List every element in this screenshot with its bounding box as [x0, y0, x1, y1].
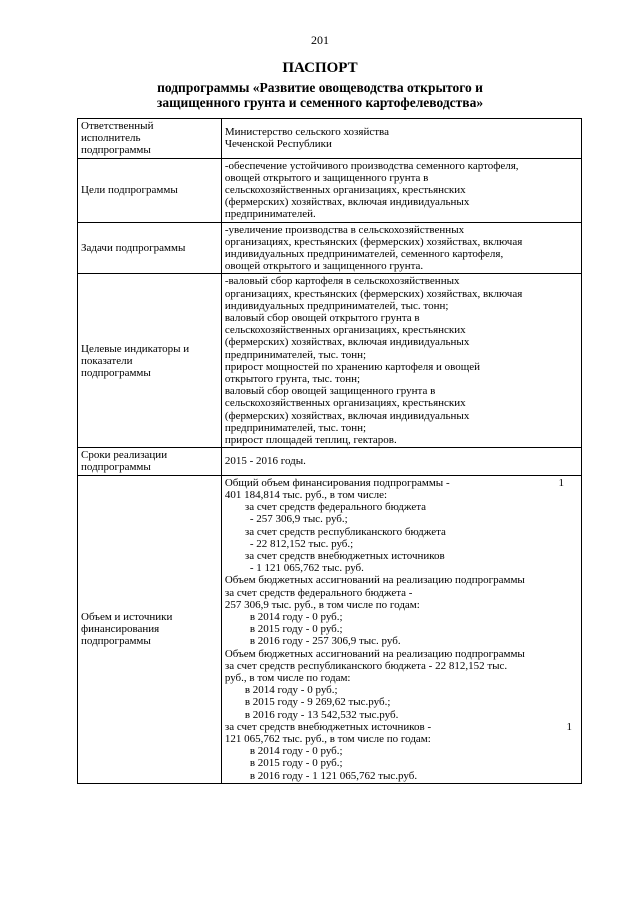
- label-line: подпрограммы: [81, 144, 151, 157]
- value-line: в 2016 году - 13 542,532 тыс.руб.: [244, 708, 399, 721]
- value-line: (фермерских) хозяйствах, включая индивидуальных: [224, 409, 470, 422]
- value-line: - 257 306,9 тыс. руб.;: [249, 513, 348, 526]
- label-line: показатели: [81, 354, 133, 367]
- row-label: [78, 448, 222, 475]
- value-line: в 2015 году - 0 руб.;: [249, 623, 343, 636]
- value-line: 121 065,762 тыс. руб., в том числе по годам:: [224, 732, 431, 745]
- passport-table: [77, 118, 582, 784]
- value-line: в 2016 году - 257 306,9 тыс. руб.: [249, 635, 401, 648]
- label-line: подпрограммы: [81, 366, 151, 379]
- value-line: овощей открытого и защищенного грунта.: [224, 260, 424, 273]
- row-value: [221, 274, 581, 448]
- row-label: [78, 274, 222, 448]
- label-line: исполнитель: [81, 132, 141, 145]
- value-line: за счет средств республиканского бюджета - 22 812,152 тыс.: [224, 659, 508, 672]
- row-label: [78, 222, 222, 274]
- value-line: индивидуальных предпринимателей, тыс. тонн;: [224, 299, 449, 312]
- table-row-goals: [78, 158, 582, 222]
- document-subtitle: [110, 80, 530, 110]
- value-line: предпринимателей, тыс. тонн;: [224, 421, 367, 434]
- label-line: финансирования: [81, 623, 160, 636]
- label-line: подпрограммы: [81, 635, 151, 648]
- subtitle-line: защищенного грунта и семенного картофелеводства»: [156, 95, 484, 110]
- page-number: 201: [311, 33, 329, 47]
- label-line: подпрограммы: [81, 461, 151, 474]
- value-line: организациях, крестьянских (фермерских) хозяйствах, включая: [224, 235, 523, 248]
- value-line: в 2015 году - 0 руб.;: [249, 757, 343, 770]
- value-line: 2015 - 2016 годы.: [224, 455, 306, 468]
- value-line: за счет средств внебюджетных источников: [244, 549, 445, 562]
- table-row-indicators: [78, 274, 582, 448]
- value-line: предпринимателей, тыс. тонн;: [224, 348, 367, 361]
- row-label: [78, 158, 222, 222]
- label-line: Цели подпрограммы: [81, 184, 178, 197]
- row-label: [78, 119, 222, 159]
- row-value: [221, 222, 581, 274]
- value-line: Чеченской Республики: [224, 138, 332, 151]
- value-line: овощей открытого и защищенного грунта в: [224, 171, 429, 184]
- value-line: в 2015 году - 9 269,62 тыс.руб.;: [244, 696, 391, 709]
- label-line: Объем и источники: [81, 610, 173, 623]
- funding-total-label: Общий объем финансирования подпрограммы -: [224, 476, 450, 489]
- value-line: руб., в том числе по годам:: [224, 671, 351, 684]
- value-line: [225, 477, 578, 489]
- value-line: в 2014 году - 0 руб.;: [249, 745, 343, 758]
- table-row-terms: [78, 448, 582, 475]
- value-line: 401 184,814 тыс. руб., в том числе:: [224, 488, 388, 501]
- value-line: прирост площадей теплиц, гектаров.: [224, 434, 397, 447]
- value-line: предпринимателей.: [224, 208, 316, 221]
- value-line: (фермерских) хозяйствах, включая индивидуальных: [224, 196, 470, 209]
- value-line: за счет средств федерального бюджета: [244, 501, 427, 514]
- value-line: сельскохозяйственных организациях, крестьянских: [224, 397, 466, 410]
- value-line: Объем бюджетных ассигнований на реализацию подпрограммы: [224, 574, 525, 587]
- value-line: (фермерских) хозяйствах, включая индивидуальных: [224, 336, 470, 349]
- value-line: индивидуальных предпринимателей, семенного картофеля,: [224, 248, 504, 261]
- value-line: за счет средств республиканского бюджета: [244, 525, 446, 538]
- funding-ext-label: за счет средств внебюджетных источников -: [224, 720, 432, 733]
- label-line: Задачи подпрограммы: [81, 241, 186, 254]
- value-line: -обеспечение устойчивого производства семенного картофеля,: [224, 159, 519, 172]
- value-line: открытого грунта, тыс. тонн;: [224, 373, 361, 386]
- value-line: прирост мощностей по хранению картофеля и овощей: [224, 360, 481, 373]
- funding-ext-carry: 1: [566, 720, 572, 733]
- value-line: в 2016 году - 1 121 065,762 тыс.руб.: [249, 769, 418, 782]
- value-line: валовый сбор овощей защищенного грунта в: [224, 385, 436, 398]
- document-title: ПАСПОРТ: [282, 60, 358, 76]
- value-line: в 2014 году - 0 руб.;: [244, 684, 338, 697]
- value-line: -увеличение производства в сельскохозяйственных: [224, 223, 465, 236]
- subtitle-line: подпрограммы «Развитие овощеводства открытого и: [157, 80, 483, 95]
- row-label: [78, 475, 222, 783]
- funding-total-carry: 1: [558, 476, 564, 489]
- value-line: сельскохозяйственных организациях, крестьянских: [224, 324, 466, 337]
- row-value: [221, 119, 581, 159]
- label-line: Ответственный: [81, 120, 154, 132]
- value-line: Объем бюджетных ассигнований на реализацию подпрограммы: [224, 647, 525, 660]
- value-line: валовый сбор овощей открытого грунта в: [224, 312, 420, 325]
- value-line: за счет средств федерального бюджета -: [224, 586, 413, 599]
- table-row-funding: [78, 475, 582, 783]
- value-line: - 22 812,152 тыс. руб.;: [249, 537, 354, 550]
- value-line: в 2014 году - 0 руб.;: [249, 610, 343, 623]
- value-line: сельскохозяйственных организациях, крестьянских: [224, 184, 466, 197]
- value-line: - 1 121 065,762 тыс. руб.: [249, 562, 364, 575]
- label-line: Целевые индикаторы и: [81, 342, 190, 355]
- value-line: [225, 721, 578, 733]
- value-line: -валовый сбор картофеля в сельскохозяйственных: [224, 275, 460, 288]
- row-value: [221, 158, 581, 222]
- table-row-tasks: [78, 222, 582, 274]
- row-value: [221, 448, 581, 475]
- row-value: [221, 475, 581, 783]
- table-row-executor: [78, 119, 582, 159]
- label-line: Сроки реализации: [81, 449, 168, 462]
- value-line: 257 306,9 тыс. руб., в том числе по годам:: [224, 598, 420, 611]
- value-line: организациях, крестьянских (фермерских) хозяйствах, включая: [224, 287, 523, 300]
- value-line: Министерство сельского хозяйства: [224, 126, 389, 139]
